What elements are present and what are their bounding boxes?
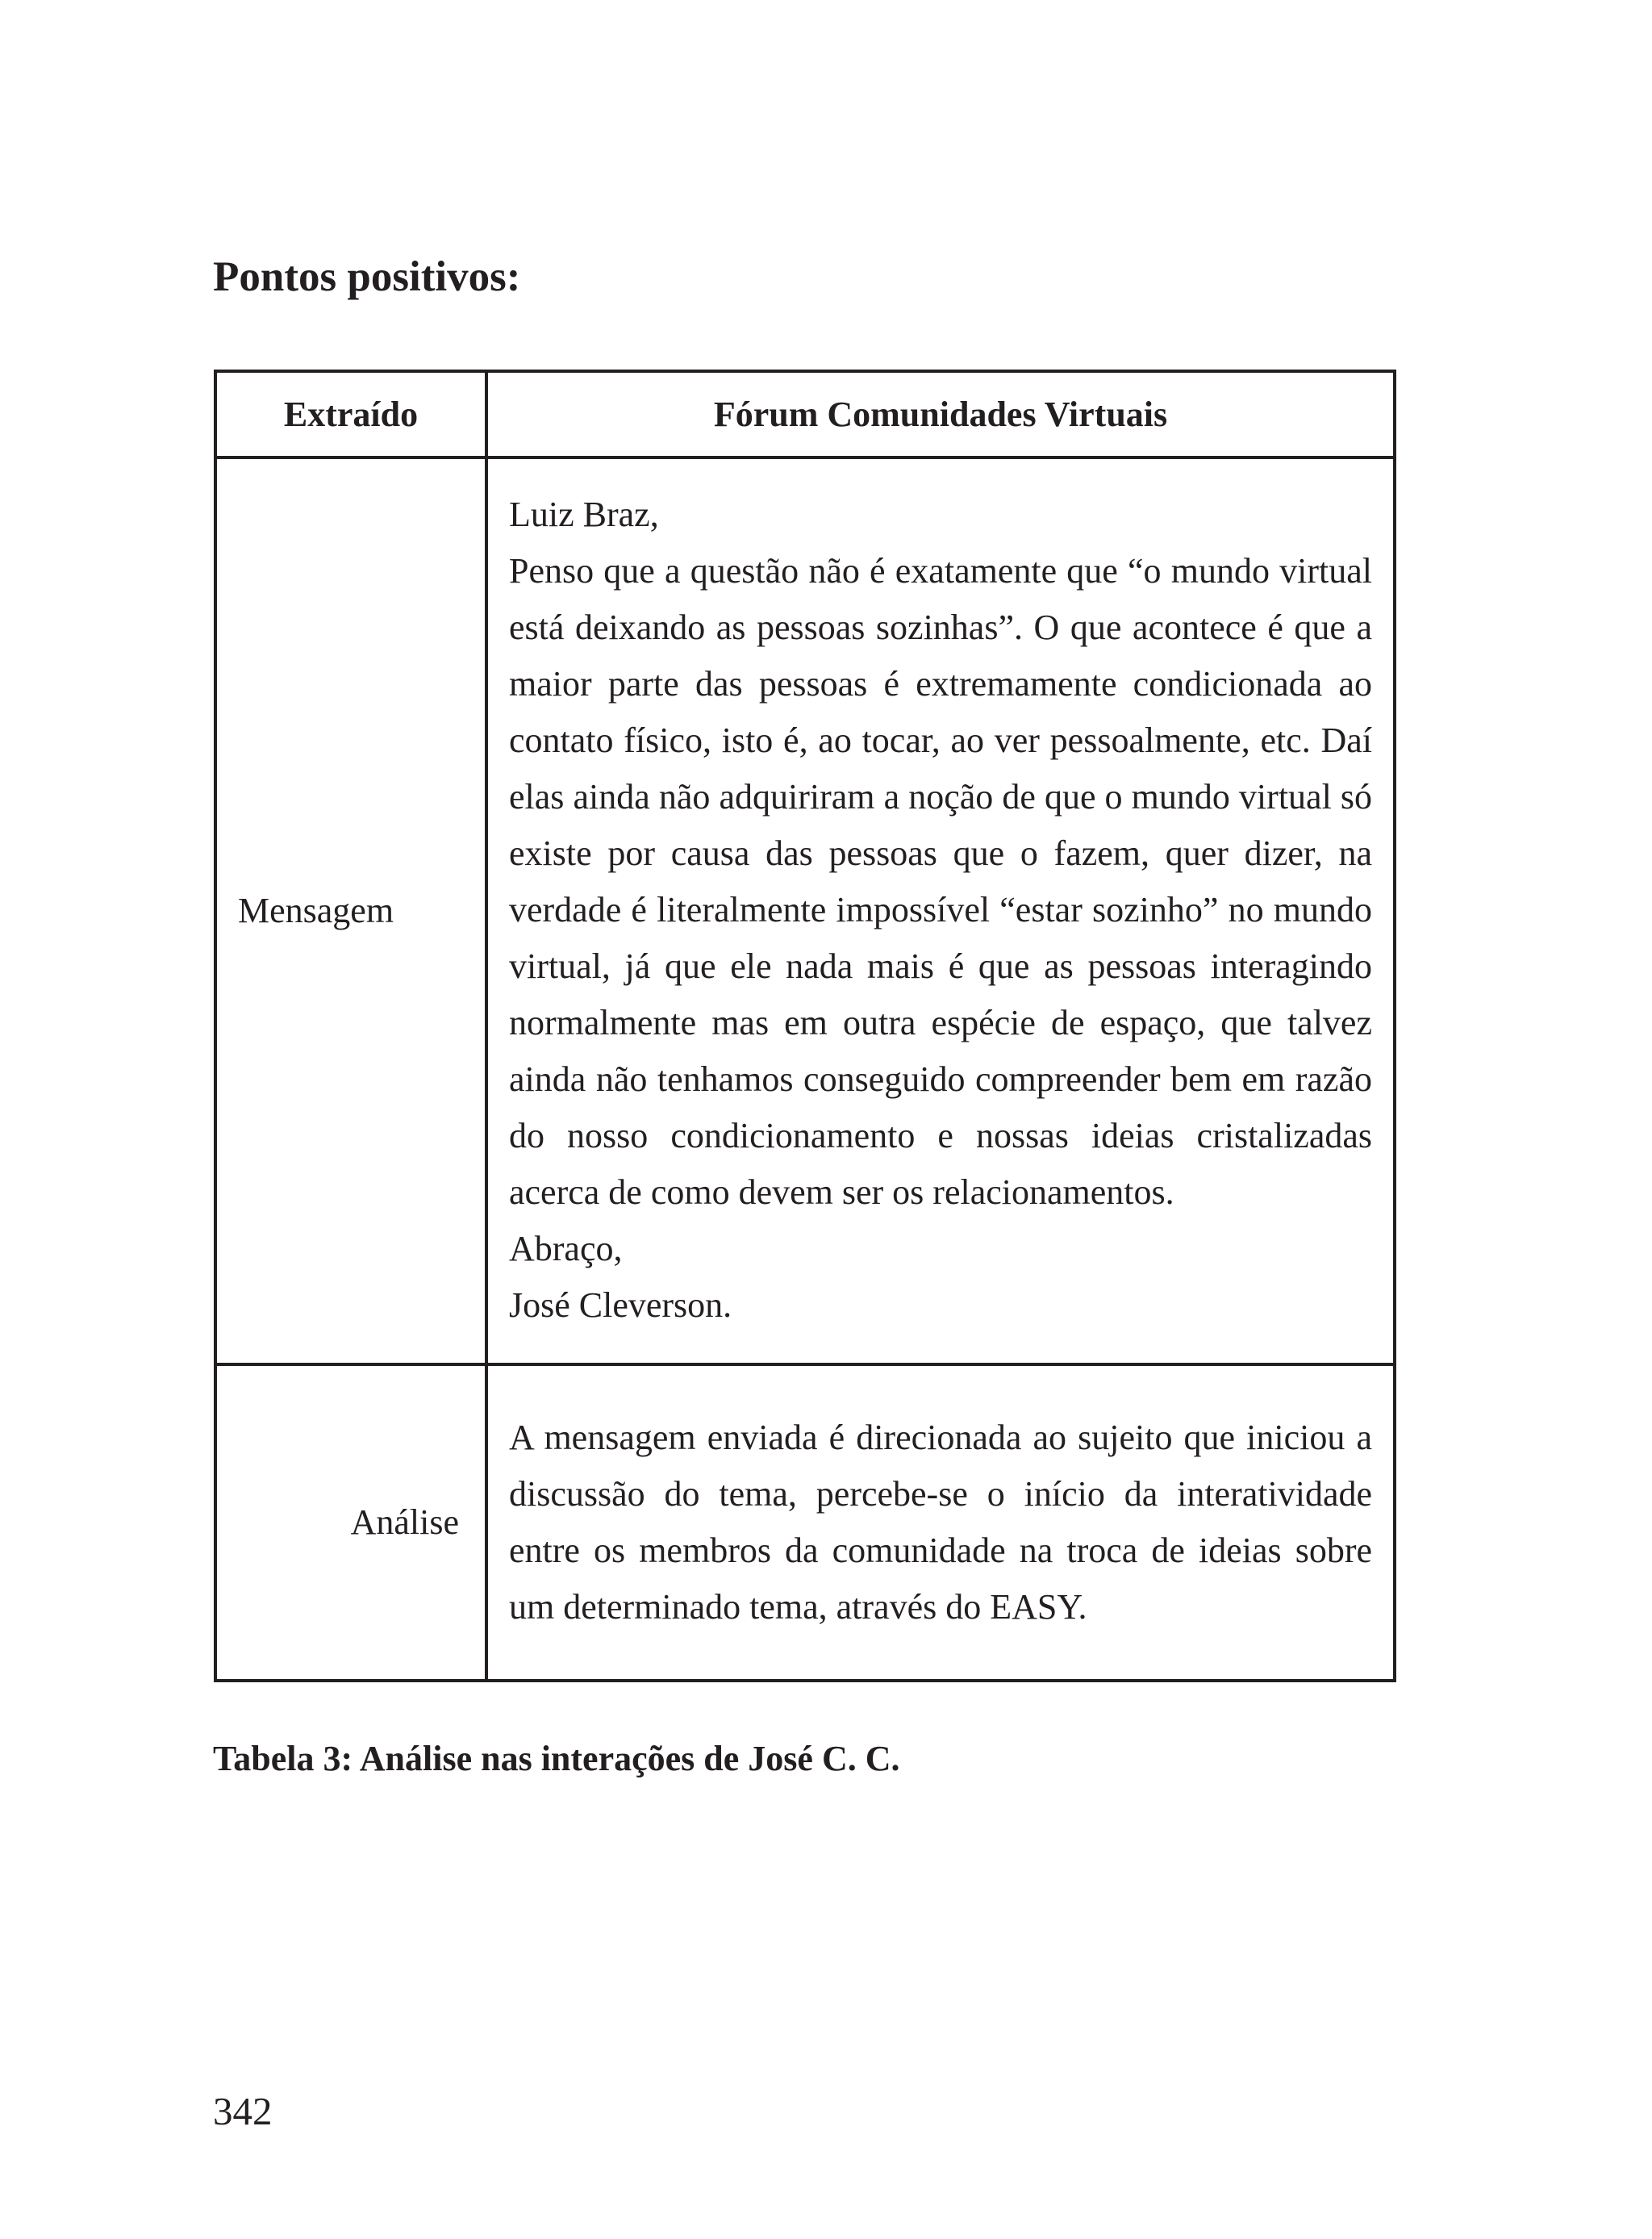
header-extraido: Extraído <box>215 371 486 457</box>
page-number: 342 <box>213 2089 273 2133</box>
row-label-analise: Análise <box>215 1364 486 1681</box>
analysis-text: A mensagem enviada é direcionada ao sujeito que iniciou a discussão do tema, percebe-se o início da interatividade entre os membros da comunidade na troca de ideias sobre um determinado tema, através do EASY. <box>509 1418 1372 1627</box>
message-cell <box>486 457 1395 1364</box>
table-caption: Tabela 3: Análise nas interações de José C. C. <box>213 1739 900 1778</box>
message-signature: José Cleverson. <box>509 1285 732 1325</box>
analysis-table <box>214 370 1396 1682</box>
table-header-row <box>215 371 1395 457</box>
table-row <box>215 1364 1395 1681</box>
header-forum: Fórum Comunidades Virtuais <box>486 371 1395 457</box>
analysis-cell <box>486 1364 1395 1681</box>
row-label-mensagem: Mensagem <box>215 457 486 1364</box>
message-greeting: Luiz Braz, <box>509 495 659 534</box>
message-body: Penso que a questão não é exatamente que “o mundo virtual está deixando as pessoas sozinhas”. O que acontece é que a maior parte das pessoas é extremamente condicionada ao contato físico, isto é, ao tocar, ao ver pessoalmente, etc. Daí elas ainda não adquiriram a noção de que o mundo virtual só existe por causa das pessoas que o fazem, quer dizer, na verdade é literalmente impossível “estar sozinho” no mundo virtual, já que ele nada mais é que as pessoas interagindo normalmente mas em outra espécie de espaço, que talvez ainda não tenhamos conseguido compreender bem em razão do nosso condicionamento e nossas ideias cristalizadas acerca de como devem ser os relacionamentos. <box>509 551 1372 1212</box>
table-row <box>215 457 1395 1364</box>
section-heading: Pontos positivos: <box>213 253 521 300</box>
message-closing: Abraço, <box>509 1229 623 1268</box>
